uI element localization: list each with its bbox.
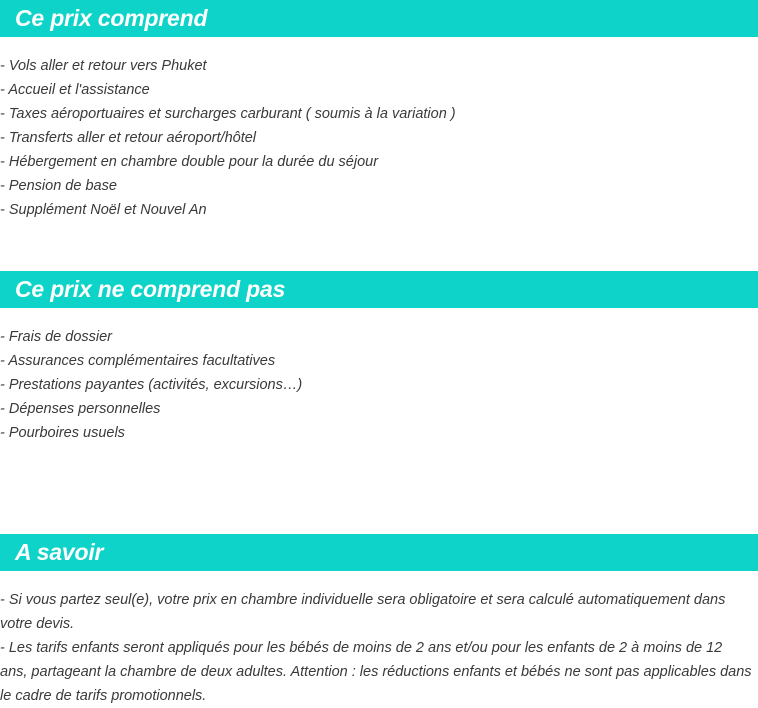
section-title: Ce prix comprend	[15, 5, 208, 31]
section-header-good-to-know	[0, 534, 758, 571]
list-item: - Pension de base	[0, 178, 117, 194]
list-item: - Accueil et l'assistance	[0, 82, 150, 98]
good-to-know-list	[0, 588, 752, 708]
list-item: - Pourboires usuels	[0, 425, 125, 441]
info-paragraph: - Les tarifs enfants seront appliqués pour les bébés de moins de 2 ans et/ou pour les enfants de 2 à moins de 12 ans, partageant la chambre de deux adultes. Attention : les réductions enfants et bébés ne sont pas applicables dans le cadre de tarifs promotionnels.	[0, 640, 752, 704]
section-title: A savoir	[15, 539, 104, 565]
list-item: - Transferts aller et retour aéroport/hôtel	[0, 130, 257, 146]
section-title: Ce prix ne comprend pas	[15, 276, 286, 302]
list-item: - Prestations payantes (activités, excursions…)	[0, 377, 303, 393]
info-paragraph: - Si vous partez seul(e), votre prix en chambre individuelle sera obligatoire et sera calculé automatiquement dans votre devis.	[0, 592, 726, 632]
included-list	[0, 54, 752, 222]
list-item: - Assurances complémentaires facultatives	[0, 353, 276, 369]
list-item: - Dépenses personnelles	[0, 401, 161, 417]
list-item: - Vols aller et retour vers Phuket	[0, 58, 207, 74]
list-item: - Hébergement en chambre double pour la durée du séjour	[0, 154, 379, 170]
list-item: - Frais de dossier	[0, 329, 113, 345]
not-included-list	[0, 325, 752, 445]
section-header-not-included	[0, 271, 758, 308]
list-item: - Taxes aéroportuaires et surcharges carburant ( soumis à la variation )	[0, 106, 456, 122]
section-header-included	[0, 0, 758, 37]
list-item: - Supplément Noël et Nouvel An	[0, 202, 207, 218]
